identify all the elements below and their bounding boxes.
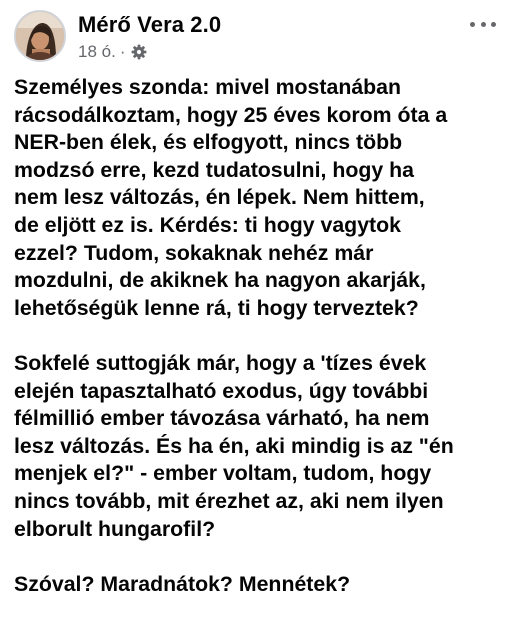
- text-line: nem lesz változás, én lépek. Nem hittem,: [14, 185, 425, 210]
- post-meta: [78, 42, 147, 62]
- gear-icon[interactable]: [131, 44, 147, 60]
- text-line: de eljött ez is. Kérdés: ti hogy vagytok: [14, 212, 401, 237]
- ellipsis-dot: [491, 22, 496, 27]
- text-line: elborult hungarofil?: [14, 516, 216, 541]
- post-timestamp[interactable]: 18 ó.: [78, 42, 116, 61]
- text-line: rácsodálkoztam, hogy 25 éves korom óta a: [14, 102, 448, 127]
- post-body: [14, 74, 502, 626]
- text-line: ezzel? Tudom, sokaknak nehéz már: [14, 240, 374, 265]
- author-avatar[interactable]: [14, 10, 66, 62]
- text-line: elején tapasztalható exodus, úgy további: [14, 378, 429, 403]
- text-line: Személyes szonda: mivel mostanában: [14, 75, 402, 99]
- text-line: mozdulni, de akiknek ha nagyon akarják,: [14, 268, 426, 293]
- text-line: Szóval? Maradnátok? Mennétek?: [14, 571, 351, 596]
- text-line: félmillió ember távozása várható, ha nem: [14, 406, 430, 431]
- ellipsis-dot: [481, 22, 486, 27]
- ellipsis-icon[interactable]: [470, 18, 496, 30]
- text-line: lehetőségük lenne rá, ti hogy terveztek?: [14, 295, 419, 320]
- text-line: modzsó erre, kezd tudatosulni, hogy ha: [14, 157, 414, 182]
- text-line: NER-ben élek, és elfogyott, nincs több: [14, 130, 403, 155]
- meta-separator: ·: [119, 42, 126, 61]
- text-line: menjek el?" - ember voltam, tudom, hogy: [14, 461, 432, 486]
- text-line: Sokfelé suttogják már, hogy a 'tízes évek: [14, 350, 427, 375]
- ellipsis-dot: [470, 22, 475, 27]
- post-header: [14, 8, 498, 64]
- author-name[interactable]: Mérő Vera 2.0: [78, 12, 222, 37]
- text-line: nincs tovább, mit érezhet az, aki nem ilyen: [14, 488, 444, 513]
- avatar-image: [16, 12, 64, 60]
- post-paragraph: [14, 571, 502, 599]
- post-paragraph: [14, 350, 502, 543]
- text-line: lesz változás. És ha én, aki mindig is az "én: [14, 433, 454, 458]
- post-paragraph: [14, 74, 502, 322]
